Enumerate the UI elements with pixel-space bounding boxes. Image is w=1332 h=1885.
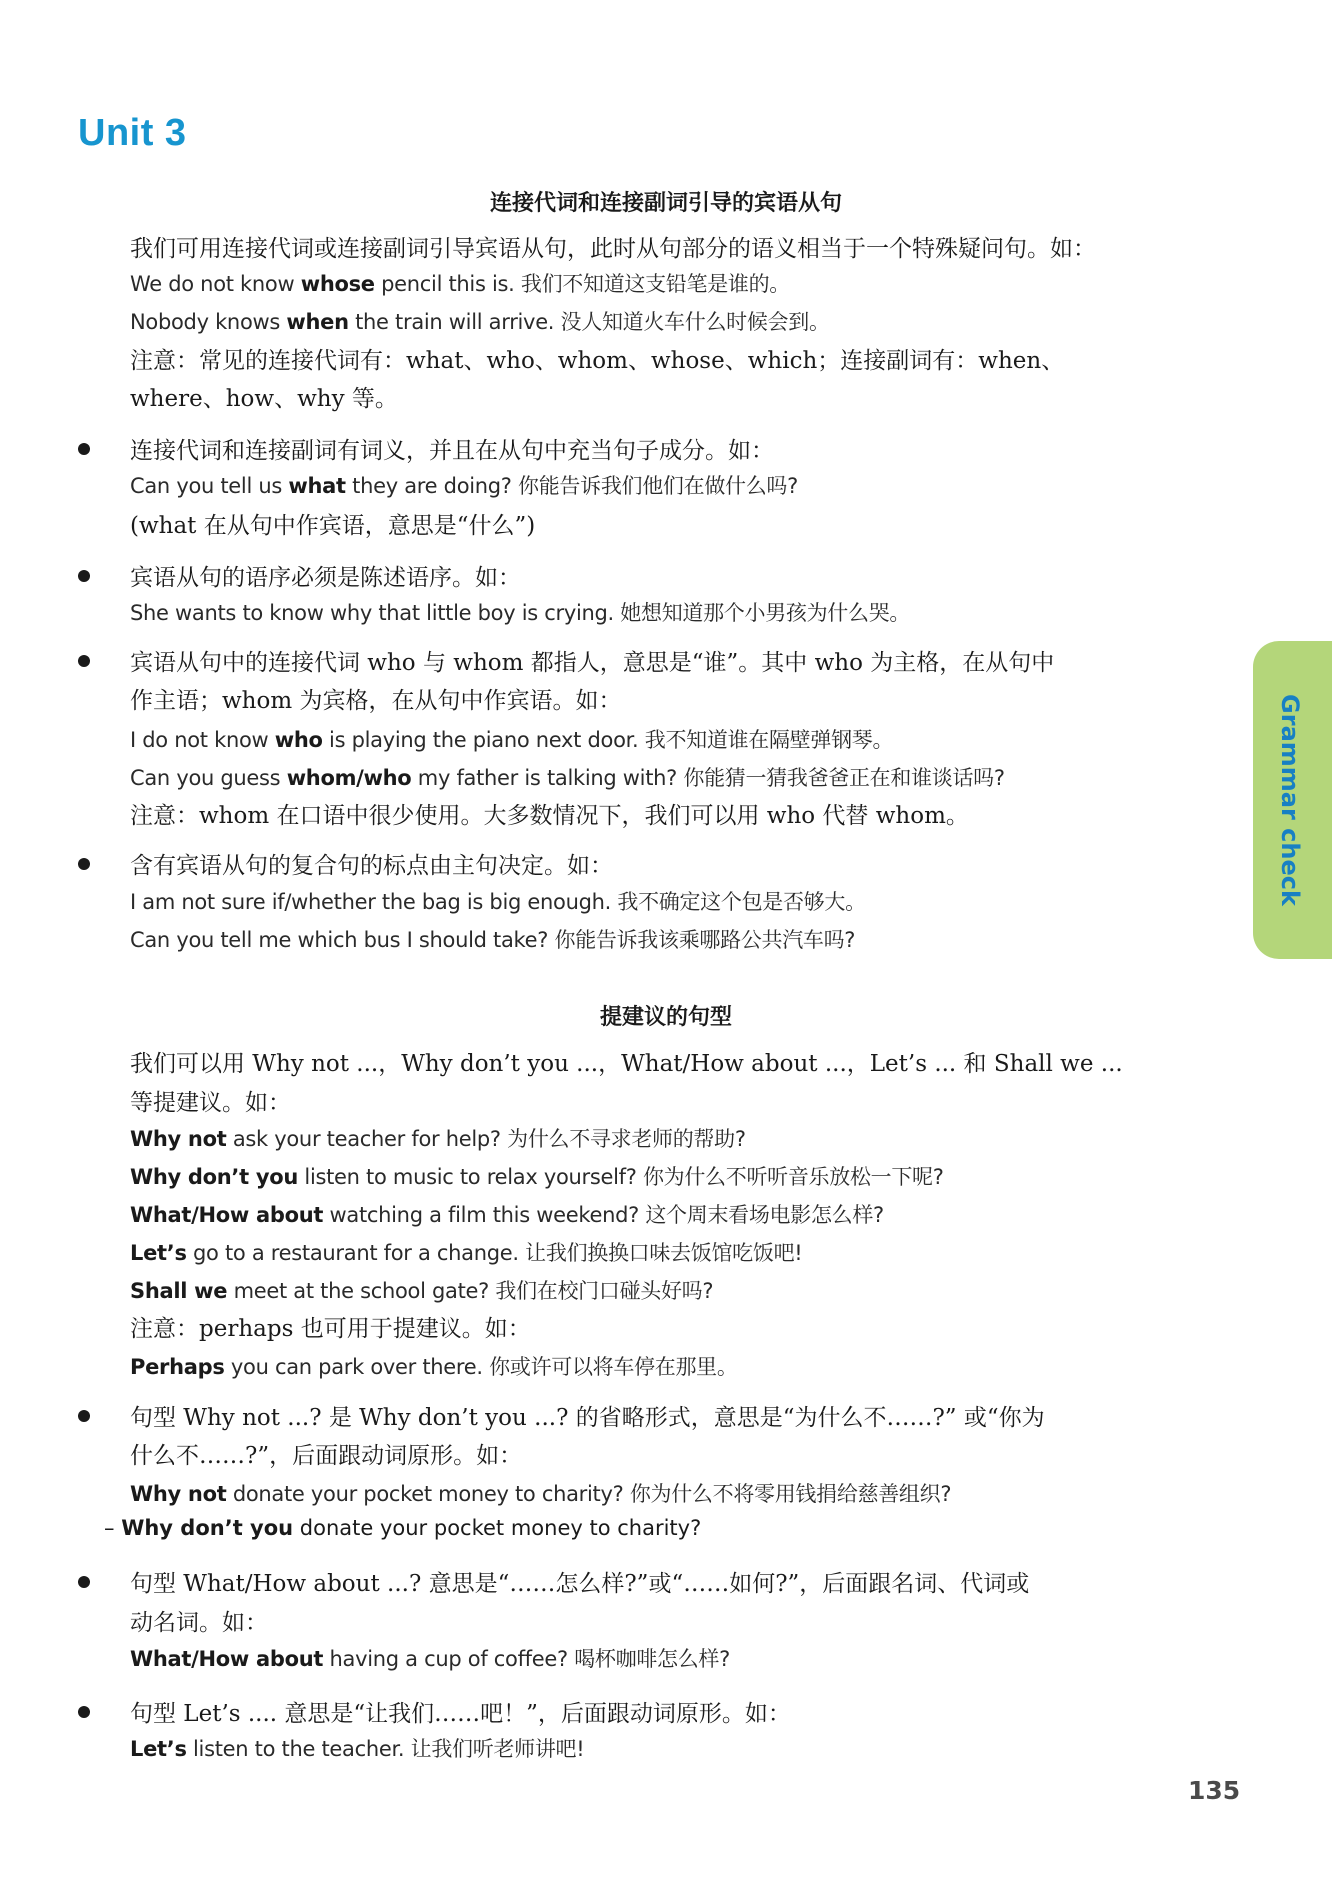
example-line: Why not donate your pocket money to charity? 你为什么不将零用钱捐给慈善组织? (130, 1482, 952, 1506)
unit-title: Unit 3 (78, 112, 187, 154)
section-heading-object-clauses: 连接代词和连接副词引导的宾语从句 (489, 191, 842, 216)
intro-text: 我们可用连接代词或连接副词引导宾语从句，此时从句部分的语义相当于一个特殊疑问句。如： (130, 236, 1096, 262)
side-tab-label: Grammar check (1276, 694, 1304, 906)
rule-text: 句型 Let’s .... 意思是“让我们……吧！”，后面跟动词原形。如： (130, 1701, 791, 1727)
example-line: Nobody knows when the train will arrive. 没人知道火车什么时候会到。 (130, 310, 830, 334)
rule-text: 作主语；whom 为宾格，在从句中作宾语。如： (130, 688, 622, 714)
bullet-point (78, 1576, 90, 1588)
note-text: 注意：whom 在口语中很少使用。大多数情况下，我们可以用 who 代替 whom。 (130, 803, 969, 829)
rule-text: 动名词。如： (130, 1610, 268, 1636)
section-heading-suggestions: 提建议的句型 (599, 1005, 732, 1030)
example-line: Why don’t you listen to music to relax yourself? 你为什么不听听音乐放松一下呢? (130, 1165, 944, 1189)
example-line: Let’s listen to the teacher. 让我们听老师讲吧! (130, 1737, 585, 1761)
rule-text: 含有宾语从句的复合句的标点由主句决定。如： (130, 853, 613, 879)
bullet-point (78, 655, 90, 667)
example-line: Let’s go to a restaurant for a change. 让我们换换口味去饭馆吃饭吧! (130, 1241, 803, 1265)
example-line: What/How about watching a film this weekend? 这个周末看场电影怎么样? (130, 1203, 884, 1227)
intro-text: 等提建议。如： (130, 1090, 291, 1116)
dialogue-reply: – Why don’t you donate your pocket money to charity? (104, 1516, 702, 1540)
rule-text: 什么不……?”，后面跟动词原形。如： (130, 1443, 523, 1469)
bullet-point (78, 1410, 90, 1422)
page-number: 135 (1188, 1776, 1241, 1805)
bullet-point (78, 1706, 90, 1718)
bullet-point (78, 443, 90, 455)
note-text: 注意：常见的连接代词有：what、who、whom、whose、which；连接副词有：when、 (130, 348, 1065, 374)
example-line: I am not sure if/whether the bag is big enough. 我不确定这个包是否够大。 (130, 890, 866, 914)
note-text: (what 在从句中作宾语，意思是“什么”) (130, 513, 536, 539)
bullet-point (78, 858, 90, 870)
example-line: I do not know who is playing the piano next door. 我不知道谁在隔壁弹钢琴。 (130, 728, 894, 752)
example-line: We do not know whose pencil this is. 我们不知道这支铅笔是谁的。 (130, 272, 791, 296)
bullet-point (78, 570, 90, 582)
example-line: Perhaps you can park over there. 你或许可以将车停在那里。 (130, 1355, 738, 1379)
rule-text: 宾语从句中的连接代词 who 与 whom 都指人，意思是“谁”。其中 who 为主格，在从句中 (130, 650, 1055, 676)
rule-text: 句型 Why not ...? 是 Why don’t you ...? 的省略形式，意思是“为什么不……?” 或“你为 (130, 1405, 1045, 1431)
example-line: Can you tell us what they are doing? 你能告诉我们他们在做什么吗? (130, 474, 798, 498)
example-line: Can you tell me which bus I should take? 你能告诉我该乘哪路公共汽车吗? (130, 928, 856, 952)
intro-text: 我们可以用 Why not ...，Why don’t you ...，What/How about ...，Let’s ... 和 Shall we ... (130, 1051, 1123, 1077)
example-line: Can you guess whom/who my father is talking with? 你能猜一猜我爸爸正在和谁谈话吗? (130, 766, 1005, 790)
example-line: Shall we meet at the school gate? 我们在校门口碰头好吗? (130, 1279, 714, 1303)
example-line: What/How about having a cup of coffee? 喝杯咖啡怎么样? (130, 1647, 730, 1671)
rule-text: 宾语从句的语序必须是陈述语序。如： (130, 565, 521, 591)
example-line: Why not ask your teacher for help? 为什么不寻求老师的帮助? (130, 1127, 746, 1151)
rule-text: 句型 What/How about ...? 意思是“……怎么样?”或“……如何?”，后面跟名词、代词或 (130, 1571, 1030, 1597)
rule-text: 连接代词和连接副词有词义，并且在从句中充当句子成分。如： (130, 438, 774, 464)
note-text: 注意：perhaps 也可用于提建议。如： (130, 1316, 531, 1342)
example-line: She wants to know why that little boy is crying. 她想知道那个小男孩为什么哭。 (130, 601, 911, 625)
note-text: where、how、why 等。 (130, 386, 398, 412)
